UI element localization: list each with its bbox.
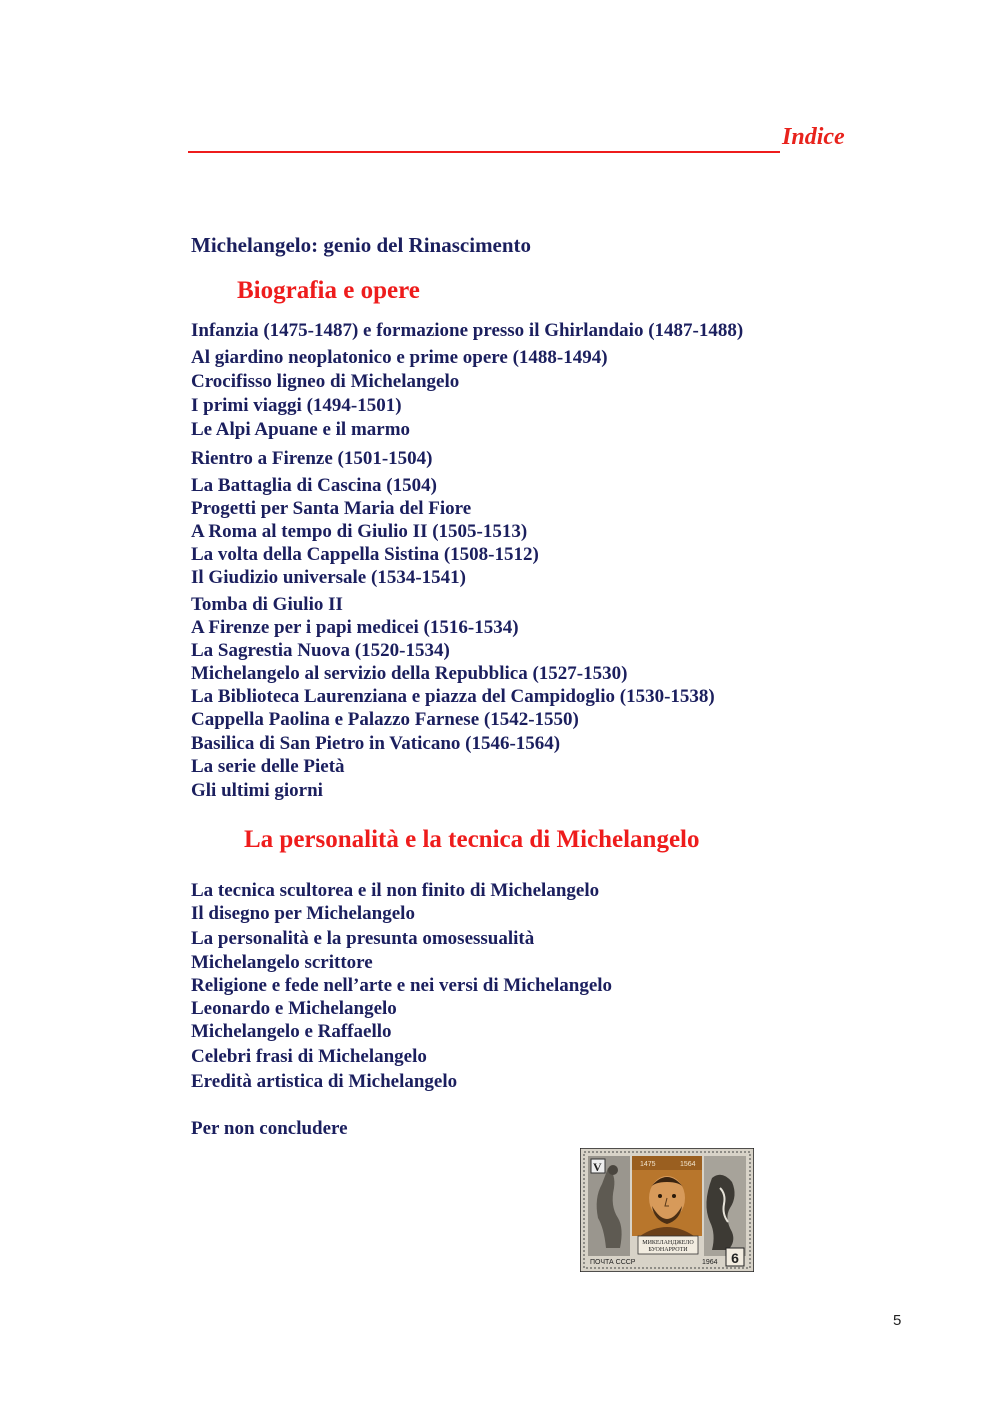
toc-item[interactable]: La personalità e la presunta omosessualità xyxy=(191,928,535,949)
toc-item[interactable]: La Sagrestia Nuova (1520-1534) xyxy=(191,640,450,661)
section-heading-personalita: La personalità e la tecnica di Michelangelo xyxy=(244,826,700,853)
stamp-country: ПОЧТА СССР xyxy=(590,1259,636,1266)
toc-item[interactable]: Michelangelo al servizio della Repubblica (1527-1530) xyxy=(191,663,628,684)
stamp-name-line2: БУОНАРРОТИ xyxy=(648,1247,688,1253)
toc-item[interactable]: Leonardo e Michelangelo xyxy=(191,998,397,1019)
stamp-year-left: 1475 xyxy=(640,1161,656,1168)
toc-item[interactable]: Le Alpi Apuane e il marmo xyxy=(191,419,411,440)
toc-item[interactable]: Il Giudizio universale (1534-1541) xyxy=(191,567,466,588)
stamp-name-line1: МИКЕЛАНДЖЕЛО xyxy=(642,1240,694,1246)
stamp-year: 1964 xyxy=(702,1259,718,1266)
toc-item[interactable]: Eredità artistica di Michelangelo xyxy=(191,1071,458,1092)
toc-item[interactable]: Rientro a Firenze (1501-1504) xyxy=(191,448,433,469)
toc-item[interactable]: Il disegno per Michelangelo xyxy=(191,903,415,924)
toc-item[interactable]: Basilica di San Pietro in Vaticano (1546-1564) xyxy=(191,733,561,754)
section-heading-biografia: Biografia e opere xyxy=(237,277,420,304)
svg-text:V: V xyxy=(593,1160,602,1174)
toc-item[interactable]: Celebri frasi di Michelangelo xyxy=(191,1046,427,1067)
toc-item[interactable]: La serie delle Pietà xyxy=(191,756,345,777)
toc-item[interactable]: Gli ultimi giorni xyxy=(191,780,323,801)
page-number: 5 xyxy=(893,1312,902,1329)
toc-item-closing[interactable]: Per non concludere xyxy=(191,1118,348,1139)
toc-item[interactable]: La volta della Cappella Sistina (1508-1512) xyxy=(191,544,539,565)
toc-item[interactable]: Michelangelo scrittore xyxy=(191,952,373,973)
michelangelo-stamp-image xyxy=(580,1148,754,1272)
toc-item[interactable]: Crocifisso ligneo di Michelangelo xyxy=(191,371,460,392)
header-title: Indice xyxy=(782,124,845,150)
toc-item[interactable]: La tecnica scultorea e il non finito di Michelangelo xyxy=(191,880,600,901)
toc-item[interactable]: A Roma al tempo di Giulio II (1505-1513) xyxy=(191,521,528,542)
stamp-year-right: 1564 xyxy=(680,1161,696,1168)
toc-item[interactable]: A Firenze per i papi medicei (1516-1534) xyxy=(191,617,519,638)
stamp-value: 6 xyxy=(731,1250,739,1266)
toc-item[interactable]: Cappella Paolina e Palazzo Farnese (1542-1550) xyxy=(191,709,579,730)
toc-item[interactable]: I primi viaggi (1494-1501) xyxy=(191,395,402,416)
toc-item[interactable]: Tomba di Giulio II xyxy=(191,594,343,615)
main-title: Michelangelo: genio del Rinascimento xyxy=(191,233,532,257)
toc-item[interactable]: Michelangelo e Raffaello xyxy=(191,1021,392,1042)
toc-item[interactable]: La Battaglia di Cascina (1504) xyxy=(191,475,437,496)
toc-item[interactable]: Al giardino neoplatonico e prime opere (1488-1494) xyxy=(191,347,608,368)
toc-item[interactable]: Progetti per Santa Maria del Fiore xyxy=(191,498,472,519)
toc-item[interactable]: La Biblioteca Laurenziana e piazza del Campidoglio (1530-1538) xyxy=(191,686,715,707)
toc-item[interactable]: Religione e fede nell’arte e nei versi di Michelangelo xyxy=(191,975,613,996)
header-rule xyxy=(188,151,780,153)
toc-item[interactable]: Infanzia (1475-1487) e formazione presso il Ghirlandaio (1487-1488) xyxy=(191,320,744,341)
